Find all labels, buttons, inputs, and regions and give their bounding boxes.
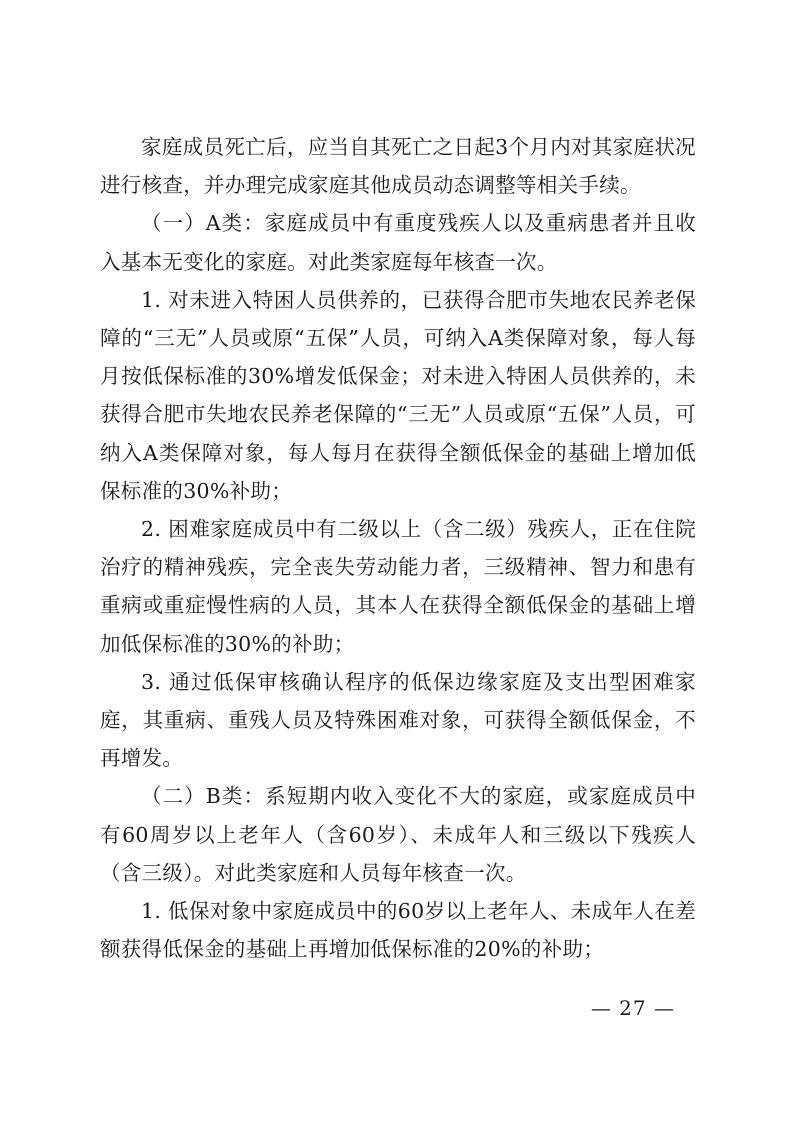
paragraph-3: 1. 对未进入特困人员供养的，已获得合肥市失地农民养老保障的“三无”人员或原“五保”人员，可纳入A类保障对象，每人每月按低保标准的30%增发低保金；对未进入特困人员供养的，未获得合肥市失地农民养老保障的“三无”人员或原“五保”人员，可纳入A类保障对象，每人每月在获得全额低保金的基础上增加低保标准的30%补助；: [100, 287, 696, 503]
document-body: [100, 128, 696, 968]
paragraph-1: 家庭成员死亡后，应当自其死亡之日起3个月内对其家庭状况进行核查，并办理完成家庭其他成员动态调整等相关手续。: [100, 135, 696, 198]
paragraph-5: 3. 通过低保审核确认程序的低保边缘家庭及支出型困难家庭，其重病、重残人员及特殊困难对象，可获得全额低保金，不再增发。: [100, 669, 696, 771]
paragraph-7: 1. 低保对象中家庭成员中的60岁以上老年人、未成年人在差额获得低保金的基础上再增加低保标准的20%的补助；: [100, 899, 696, 962]
page-number: — 27 —: [590, 996, 675, 1020]
paragraph-4: 2. 困难家庭成员中有二级以上（含二级）残疾人，正在住院治疗的精神残疾，完全丧失劳动能力者，三级精神、智力和患有重病或重症慢性病的人员，其本人在获得全额低保金的基础上增加低保标准的30%的补助；: [100, 517, 696, 656]
paragraph-6: （二）B类：系短期内收入变化不大的家庭，或家庭成员中有60周岁以上老年人（含60岁）、未成年人和三级以下残疾人（含三级）。对此类家庭和人员每年核查一次。: [100, 784, 696, 885]
paragraph-2: （一）A类：家庭成员中有重度残疾人以及重病患者并且收入基本无变化的家庭。对此类家庭每年核查一次。: [100, 211, 696, 274]
